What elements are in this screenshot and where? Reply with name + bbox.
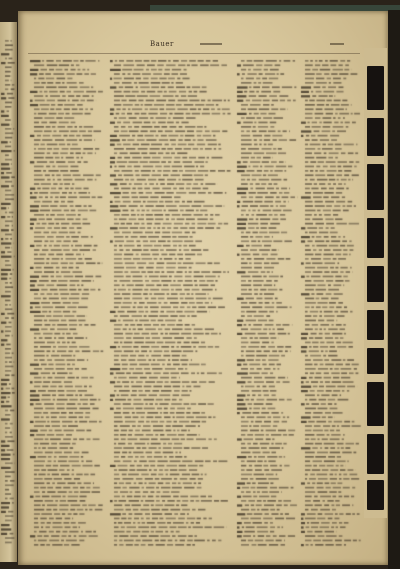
thumb-index-tab — [367, 118, 384, 156]
thumb-index-tab — [367, 66, 384, 110]
thumb-index-tab — [367, 434, 384, 474]
thumb-index-tab — [367, 382, 384, 426]
thumb-index-tab — [367, 266, 384, 302]
thumb-index-tab — [367, 480, 384, 510]
thumb-index-strip — [364, 48, 387, 518]
thumb-index-tab — [367, 218, 384, 258]
thumb-index-tab — [367, 164, 384, 210]
thumb-index-tab — [367, 310, 384, 340]
thumb-index-tab — [367, 348, 384, 374]
